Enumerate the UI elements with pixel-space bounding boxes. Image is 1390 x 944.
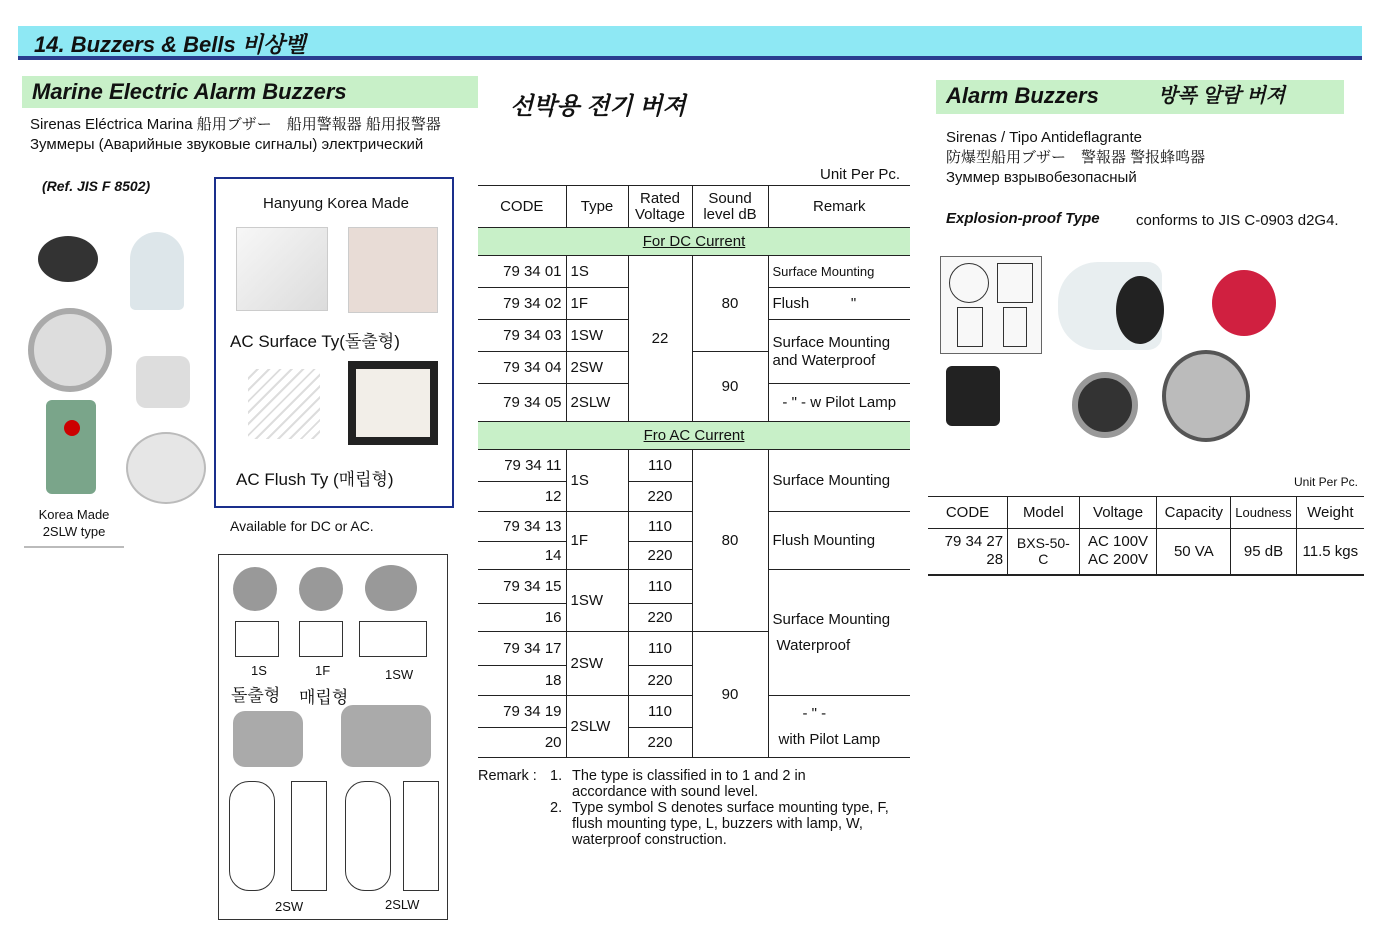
ac-flush-photo-1	[248, 369, 320, 439]
row-type: 2SW	[566, 632, 628, 696]
label-1f: 1F	[315, 663, 331, 678]
ac-remark-3	[768, 570, 910, 696]
row-code: 14	[478, 542, 566, 570]
th-alarm-code: CODE	[928, 497, 1008, 529]
alarm-title-bar	[936, 80, 1344, 114]
marine-title: Marine Electric Alarm Buzzers	[32, 79, 347, 104]
ac-remark-4-line2: with Pilot Lamp	[778, 730, 881, 748]
ac-surface-photo-1	[236, 227, 328, 311]
diagram-2slw-side	[403, 781, 439, 891]
ac-remark-1: Surface Mounting	[768, 450, 910, 512]
th-alarm-loudness: Loudness	[1231, 497, 1296, 529]
row-code: 79 34 13	[478, 512, 566, 542]
row-type: 1S	[566, 450, 628, 512]
label-dolchul: 돌출형	[231, 686, 281, 705]
row-code: 16	[478, 604, 566, 632]
table-row	[478, 450, 910, 482]
remark1-num: 1.	[550, 768, 563, 784]
row-code: 79 34 02	[478, 288, 566, 320]
row-type: 2SLW	[566, 696, 628, 758]
diagram-2slw-front	[345, 781, 391, 891]
label-1sw: 1SW	[385, 667, 414, 682]
alarm-voltage-1: AC 100V	[1088, 533, 1149, 551]
row-type: 2SW	[566, 352, 628, 384]
table-row	[478, 256, 910, 288]
row-type: 1F	[566, 288, 628, 320]
ac-flush-photo-2	[348, 361, 438, 445]
ac-db-90: 90	[692, 632, 768, 758]
marine-sub1: Sirenas Eléctrica Marina 船用ブザー 船用警報器 船用报警器	[30, 116, 441, 133]
row-voltage: 110	[628, 570, 692, 604]
row-voltage: 110	[628, 450, 692, 482]
diagram-1f-drawing	[299, 621, 343, 657]
drawing-front	[949, 263, 989, 303]
row-type: 1SW	[566, 320, 628, 352]
korea-made: Korea Made	[38, 507, 110, 522]
ac-section: Fro AC Current	[478, 422, 910, 450]
alarm-capacity: 50 VA	[1157, 529, 1231, 575]
dc-db-90: 90	[692, 352, 768, 422]
row-code: 18	[478, 666, 566, 696]
th-type: Type	[566, 186, 628, 228]
ac-remark-4	[768, 696, 910, 758]
diagram-1f-photo	[299, 567, 343, 611]
ac-remark-2: Flush Mounting	[768, 512, 910, 570]
drawing-base-side	[1003, 307, 1027, 347]
alarm-photo-black-horn	[1116, 276, 1164, 344]
alarm-weight: 11.5 kgs	[1296, 529, 1364, 575]
diagram-1s-drawing	[235, 621, 279, 657]
row-code: 79 34 03	[478, 320, 566, 352]
buzzer-photo-group-2	[126, 222, 212, 512]
diagram-2sw-front	[229, 781, 275, 891]
type-2slw: 2SLW type	[42, 524, 106, 539]
hanyung-box	[214, 177, 454, 508]
type-diagram-box	[218, 554, 448, 920]
page-title: 14. Buzzers & Bells 비상벨	[34, 32, 306, 57]
th-alarm-model: Model	[1008, 497, 1080, 529]
korea-made-caption	[24, 506, 124, 548]
row-type: 1SW	[566, 570, 628, 632]
buzzer-photo-1f	[136, 356, 190, 408]
th-remark: Remark	[768, 186, 910, 228]
diagram-2slw-photo	[341, 705, 431, 767]
remark2-num: 2.	[550, 800, 563, 816]
row-remark: Flush "	[768, 288, 910, 320]
th-alarm-voltage: Voltage	[1079, 497, 1157, 529]
alarm-voltage	[1079, 529, 1157, 575]
label-2slw: 2SLW	[385, 897, 420, 912]
ac-flush-label: AC Flush Ty (매립형)	[236, 470, 394, 489]
table1-unit: Unit Per Pc.	[820, 166, 901, 183]
alarm-drawing	[940, 256, 1042, 354]
diagram-2sw-photo	[233, 711, 303, 767]
alarm-code-1: 79 34 27	[944, 533, 1004, 551]
hanyung-label: Hanyung Korea Made	[263, 195, 409, 212]
buzzer-photo-1s	[130, 232, 184, 310]
row-voltage: 110	[628, 512, 692, 542]
row-voltage: 110	[628, 632, 692, 666]
alarm-sub2: 防爆型船用ブザー 警報器 警报蜂鸣器	[946, 149, 1206, 166]
alarm-voltage-2: AC 200V	[1088, 551, 1149, 569]
ac-remark-3-line2: Waterproof	[776, 636, 851, 654]
alarm-photo-red	[1212, 270, 1276, 336]
alarm-photo-square	[946, 366, 1000, 426]
buzzer-photo-black	[38, 236, 98, 282]
ac-db-80: 80	[692, 450, 768, 632]
diagram-2sw-side	[291, 781, 327, 891]
alarm-model: BXS-50-C	[1008, 529, 1080, 575]
bell-housing-photo	[46, 400, 96, 494]
alarm-title: Alarm Buzzers	[946, 83, 1099, 108]
alarm-photo-bell	[1162, 350, 1250, 442]
marine-sub2: Зуммеры (Аварийные звуковые сигналы) электрический	[30, 136, 424, 153]
alarm-loudness: 95 dB	[1231, 529, 1296, 575]
remark2-text: Type symbol S denotes surface mounting type, F, flush mounting type, L, buzzers with lamp, W, waterproof construction.	[572, 800, 889, 848]
bell-photo	[28, 308, 112, 392]
remark-label: Remark :	[478, 768, 537, 784]
pilot-lamp-photo	[64, 420, 80, 436]
label-2sw: 2SW	[275, 899, 304, 914]
diagram-1sw-drawing	[359, 621, 427, 657]
alarm-sub1: Sirenas / Tipo Antideflagrante	[946, 129, 1142, 146]
alarm-code-2: 28	[986, 551, 1004, 569]
alarm-code	[928, 529, 1008, 575]
buzzer-photo-group	[28, 222, 120, 522]
ac-remark-3-line1: Surface Mounting	[772, 610, 891, 628]
alarm-table	[928, 496, 1364, 576]
ref-label: (Ref. JIS F 8502)	[42, 178, 151, 194]
row-code: 79 34 05	[478, 384, 566, 422]
label-maerip: 매립형	[299, 688, 349, 707]
row-code: 12	[478, 482, 566, 512]
row-code: 79 34 01	[478, 256, 566, 288]
marine-title-bar	[22, 76, 478, 108]
row-voltage: 220	[628, 542, 692, 570]
row-code: 79 34 15	[478, 570, 566, 604]
row-remark: Surface Mounting and Waterproof	[768, 320, 910, 384]
th-voltage: Rated Voltage	[628, 186, 692, 228]
row-voltage: 220	[628, 728, 692, 758]
ac-surface-label: AC Surface Ty(돌출형)	[230, 332, 400, 351]
table-row	[928, 529, 1364, 575]
row-type: 2SLW	[566, 384, 628, 422]
buzzer-photo-round	[126, 432, 206, 504]
diagram-1sw-photo	[365, 565, 417, 611]
th-code: CODE	[478, 186, 566, 228]
alarm-sub3: Зуммер взрывобезопасный	[946, 169, 1137, 186]
th-alarm-weight: Weight	[1296, 497, 1364, 529]
row-voltage: 110	[628, 696, 692, 728]
row-code: 79 34 19	[478, 696, 566, 728]
header-bar	[18, 26, 1362, 60]
conforms-label: conforms to JIS C-0903 d2G4.	[1136, 212, 1339, 229]
alarm-unit: Unit Per Pc.	[1294, 475, 1359, 489]
ac-surface-photo-2	[348, 227, 438, 313]
row-code: 79 34 11	[478, 450, 566, 482]
drawing-side	[997, 263, 1033, 303]
ac-remark-4-line1: - " -	[802, 704, 827, 722]
th-alarm-capacity: Capacity	[1157, 497, 1231, 529]
row-code: 20	[478, 728, 566, 758]
row-remark: - " - w Pilot Lamp	[768, 384, 910, 422]
row-type: 1S	[566, 256, 628, 288]
marine-table	[478, 185, 910, 758]
row-code: 79 34 17	[478, 632, 566, 666]
dc-db-80: 80	[692, 256, 768, 352]
row-type: 1F	[566, 512, 628, 570]
alarm-photo-round-black	[1072, 372, 1138, 438]
row-code: 79 34 04	[478, 352, 566, 384]
remark1-text: The type is classified in to 1 and 2 in accordance with sound level.	[572, 768, 806, 800]
row-voltage: 220	[628, 666, 692, 696]
dc-voltage: 22	[628, 256, 692, 422]
diagram-1s-photo	[233, 567, 277, 611]
available-label: Available for DC or AC.	[230, 518, 374, 534]
th-sound: Sound level dB	[692, 186, 768, 228]
explosion-label: Explosion-proof Type	[946, 210, 1100, 227]
alarm-title-kr: 방폭 알람 버져	[1158, 85, 1286, 107]
label-1s: 1S	[251, 663, 267, 678]
drawing-base	[957, 307, 983, 347]
dc-section: For DC Current	[478, 228, 910, 256]
row-voltage: 220	[628, 482, 692, 512]
row-voltage: 220	[628, 604, 692, 632]
korean-title: 선박용 전기 버져	[510, 93, 686, 120]
row-remark: Surface Mounting	[768, 256, 910, 288]
